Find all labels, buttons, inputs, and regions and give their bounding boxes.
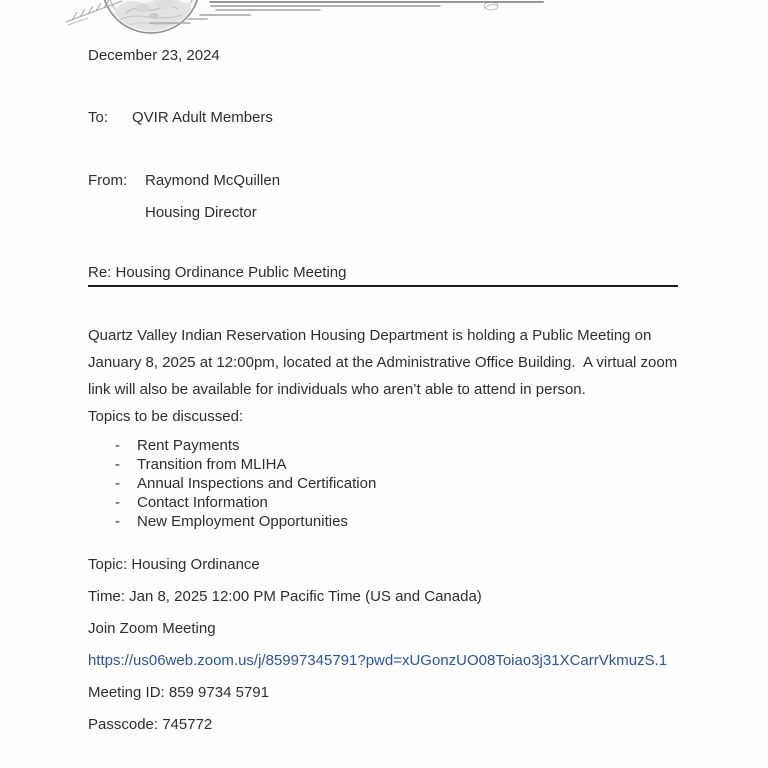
- to-value: QVIR Adult Members: [132, 109, 273, 126]
- from-value: Raymond McQuillen: [145, 172, 281, 189]
- body-paragraph-line: January 8, 2025 at 12:00pm, located at the Administrative Office Building. A virtual zoom: [88, 354, 678, 371]
- meeting-time: Time: Jan 8, 2025 12:00 PM Pacific Time (US and Canada): [88, 588, 482, 605]
- topic-item: [115, 436, 680, 455]
- zoom-link-row: [88, 651, 680, 671]
- from-title: Housing Director: [145, 204, 257, 221]
- to-row: [88, 108, 680, 128]
- to-label: To:: [88, 109, 109, 126]
- body-paragraph-line: link will also be available for individuals who aren’t able to attend in person.: [88, 381, 586, 398]
- body-paragraph: [88, 322, 692, 403]
- topic-item: [115, 474, 680, 493]
- from-row: [88, 171, 680, 191]
- subject-text: Re: Housing Ordinance Public Meeting: [88, 264, 347, 281]
- topics-heading: Topics to be discussed:: [88, 408, 244, 425]
- zoom-meeting-link[interactable]: https://us06web.zoom.us/j/85997345791?pwd=xUGonzUO08Toiao3j31XCarrVkmuzS.1: [88, 652, 668, 669]
- meeting-passcode: Passcode: 745772: [88, 716, 213, 733]
- topics-list: [88, 436, 680, 531]
- subject-line: [88, 263, 678, 287]
- from-label: From:: [88, 172, 128, 189]
- letter-date: December 23, 2024: [88, 47, 220, 64]
- meeting-id: Meeting ID: 859 9734 5791: [88, 684, 269, 701]
- topic-item-label: - New Employment Opportunities: [137, 513, 348, 530]
- join-zoom-label: Join Zoom Meeting: [88, 620, 216, 637]
- meeting-topic: Topic: Housing Ordinance: [88, 556, 260, 573]
- topic-item-label: - Annual Inspections and Certification: [137, 475, 377, 492]
- topic-item: [115, 512, 680, 531]
- body-paragraph-line: Quartz Valley Indian Reservation Housing Department is holding a Public Meeting on: [88, 327, 652, 344]
- topic-item-label: - Rent Payments: [137, 437, 240, 454]
- topic-item-label: - Contact Information: [137, 494, 268, 511]
- topic-item: [115, 493, 680, 512]
- topic-item: [115, 455, 680, 474]
- topic-item-label: - Transition from MLIHA: [137, 456, 287, 473]
